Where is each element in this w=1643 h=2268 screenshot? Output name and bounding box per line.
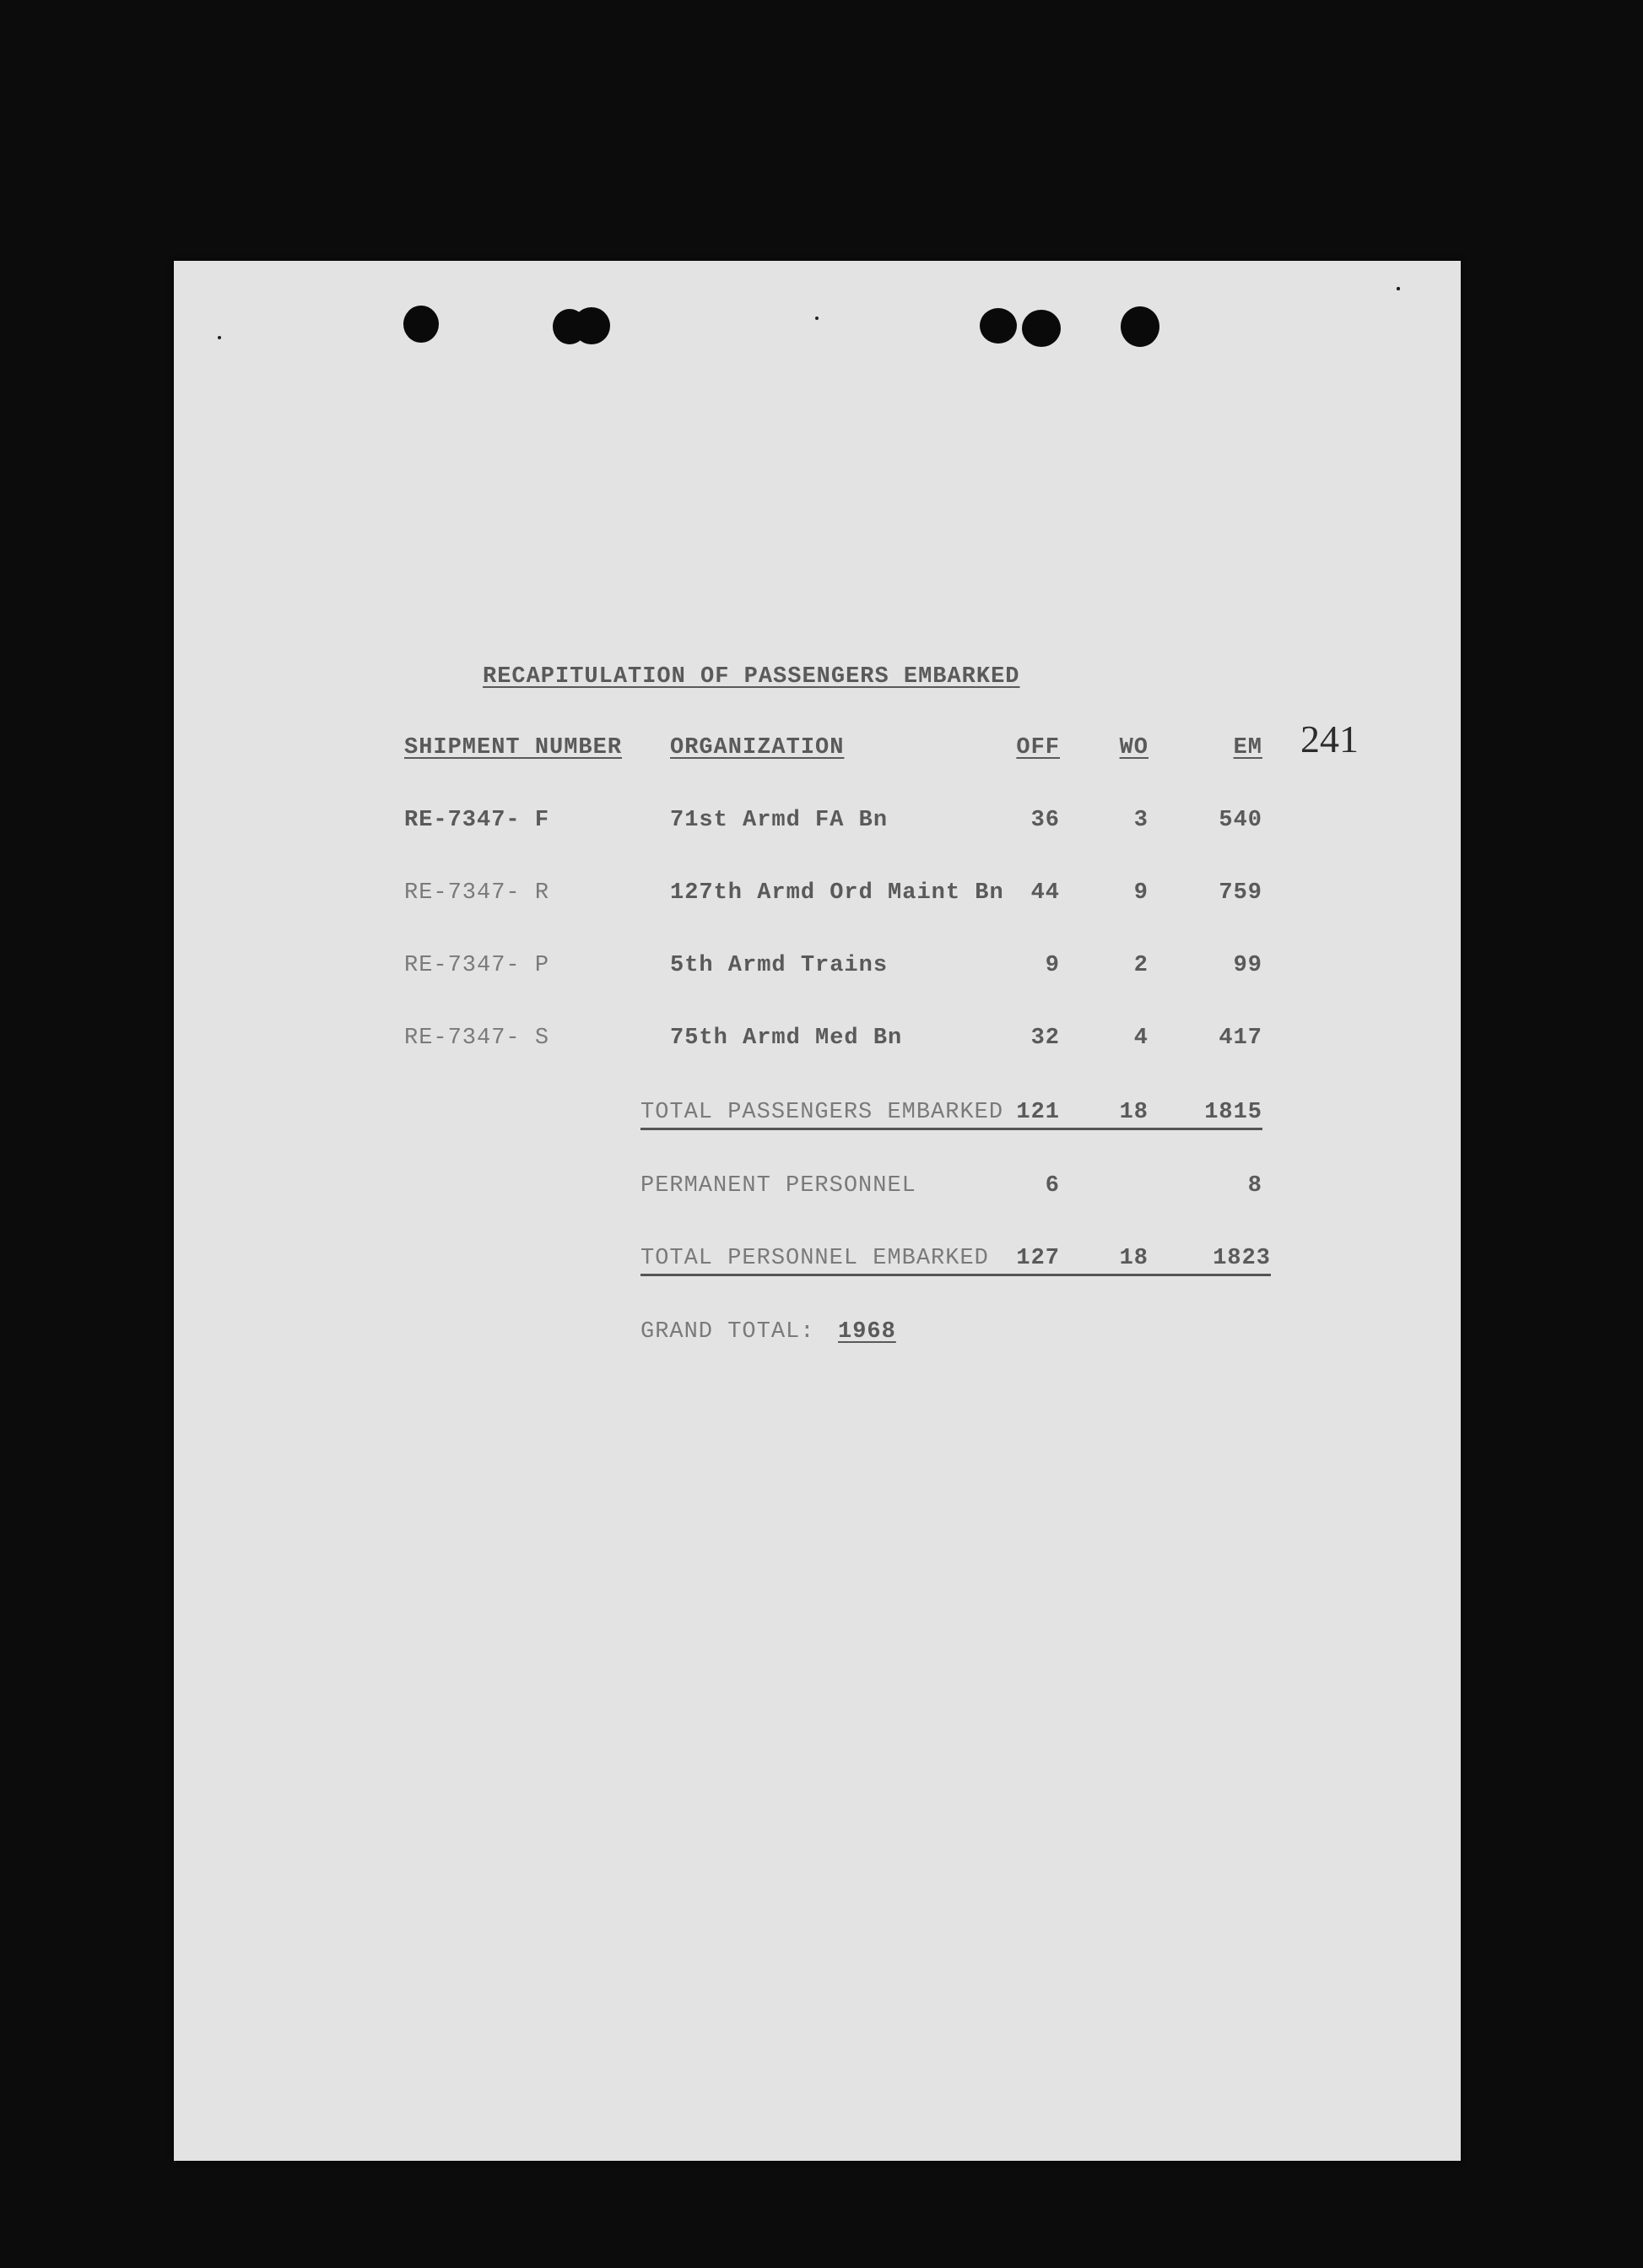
table-row-organization: 127th Armd Ord Maint Bn	[670, 880, 1004, 906]
total-personnel-off: 127	[1016, 1246, 1060, 1271]
table-row-wo: 4	[1133, 1026, 1148, 1051]
table-row-em: 759	[1219, 880, 1262, 906]
table-row-off: 9	[1045, 953, 1060, 978]
grand-total-label: GRAND TOTAL:	[640, 1319, 815, 1345]
table-row-wo: 9	[1133, 880, 1148, 906]
table-row-em: 99	[1233, 953, 1262, 978]
header-em: EM	[1233, 735, 1262, 761]
table-row-off: 32	[1030, 1026, 1060, 1051]
total-personnel-rule	[640, 1274, 1271, 1276]
table-row-em: 540	[1219, 808, 1262, 833]
permanent-personnel-label: PERMANENT PERSONNEL	[640, 1173, 916, 1199]
header-off: OFF	[1016, 735, 1060, 761]
speck	[1397, 287, 1400, 290]
punch-hole	[1121, 306, 1159, 347]
total-personnel-label: TOTAL PERSONNEL EMBARKED	[640, 1246, 989, 1271]
total-passengers-off: 121	[1016, 1100, 1060, 1125]
table-row-organization: 5th Armd Trains	[670, 953, 889, 978]
table-row-shipment: RE-7347- R	[404, 880, 550, 906]
table-row-em: 417	[1219, 1026, 1262, 1051]
table-row-wo: 3	[1133, 808, 1148, 833]
table-row-shipment: RE-7347- S	[404, 1026, 550, 1051]
speck	[218, 336, 221, 339]
punch-hole	[573, 307, 610, 344]
table-row-off: 44	[1030, 880, 1060, 906]
page-number: 241	[1300, 717, 1359, 761]
punch-hole	[403, 306, 439, 343]
table-row-off: 36	[1030, 808, 1060, 833]
header-shipment-number: SHIPMENT NUMBER	[404, 735, 623, 761]
total-passengers-wo: 18	[1119, 1100, 1148, 1125]
total-personnel-em: 1823	[1213, 1246, 1271, 1271]
header-wo: WO	[1119, 735, 1148, 761]
total-personnel-wo: 18	[1119, 1246, 1148, 1271]
table-row-organization: 71st Armd FA Bn	[670, 808, 889, 833]
table-row-shipment: RE-7347- F	[404, 808, 550, 833]
total-passengers-label: TOTAL PASSENGERS EMBARKED	[640, 1100, 1004, 1125]
document-title: RECAPITULATION OF PASSENGERS EMBARKED	[483, 664, 1020, 690]
table-row-shipment: RE-7347- P	[404, 953, 550, 978]
header-organization: ORGANIZATION	[670, 735, 845, 761]
punch-hole	[1022, 310, 1061, 347]
speck	[815, 317, 819, 320]
punch-hole	[980, 308, 1017, 344]
total-passengers-em: 1815	[1204, 1100, 1262, 1125]
table-row-organization: 75th Armd Med Bn	[670, 1026, 903, 1051]
permanent-personnel-off: 6	[1045, 1173, 1060, 1199]
total-passengers-rule	[640, 1128, 1262, 1130]
grand-total-value: 1968	[838, 1319, 896, 1345]
document-page	[174, 261, 1461, 2161]
permanent-personnel-em: 8	[1247, 1173, 1262, 1199]
table-row-wo: 2	[1133, 953, 1148, 978]
